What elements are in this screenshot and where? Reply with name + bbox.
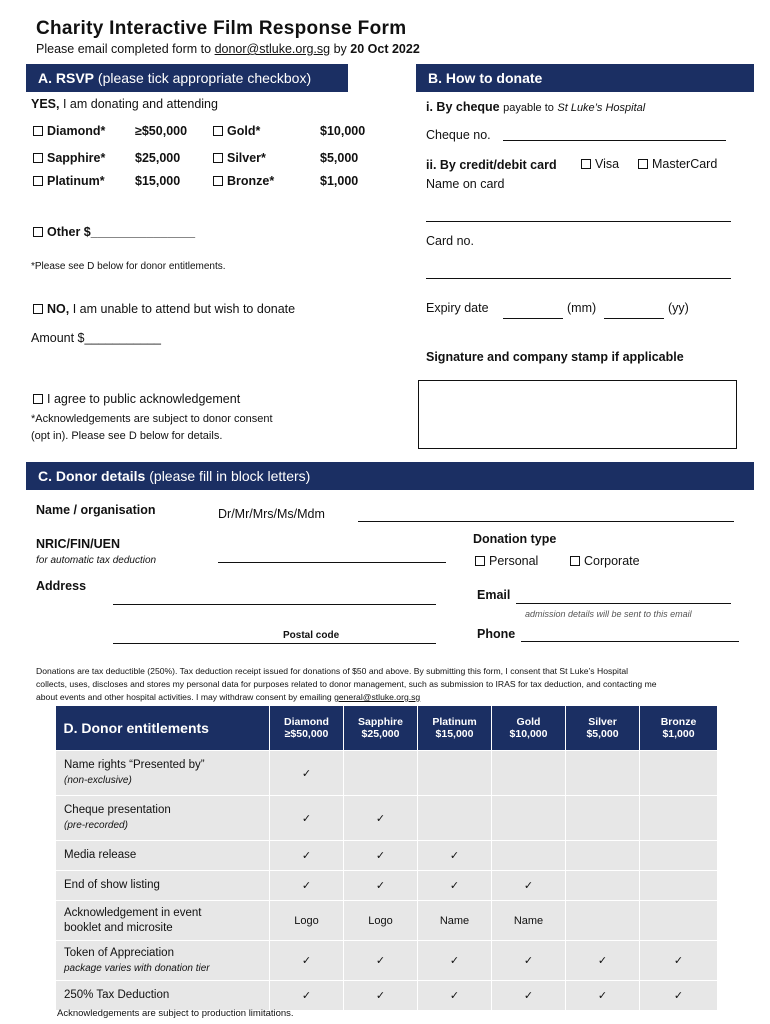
checkbox-icon[interactable] [213,153,223,163]
table-row: 250% Tax Deduction ✓ ✓ ✓ ✓ ✓ ✓ [56,981,718,1011]
name-input[interactable] [358,521,734,522]
tier-gold[interactable]: Gold* [213,124,260,138]
col-diamond: Diamond ≥$50,000 [270,706,344,751]
checkbox-icon[interactable] [33,304,43,314]
salutation-label: Dr/Mr/Mrs/Ms/Mdm [218,507,325,521]
checkbox-icon[interactable] [33,227,43,237]
no-option[interactable]: NO, I am unable to attend but wish to donate [33,302,295,316]
entitlements-table [55,706,718,1011]
yy-label: (yy) [668,301,689,315]
table-row: Name rights “Presented by” (non-exclusive) ✓ [56,751,718,796]
name-label: Name / organisation [36,503,156,517]
tier-sapphire-amount: $25,000 [135,151,181,165]
tier-silver[interactable]: Silver* [213,151,266,165]
col-bronze: Bronze $1,000 [640,706,718,751]
entitlements-title: D. Donor entitlements [56,706,270,751]
amount-field[interactable]: Amount $___________ [31,331,161,345]
donor-email-link[interactable]: donor@stluke.org.sg [214,42,331,56]
general-email-link[interactable]: general@stluke.org.sg [334,692,421,702]
footnote: Acknowledgements are subject to production limitations. [57,1008,294,1019]
table-row: Cheque presentation (pre-recorded) ✓ ✓ [56,796,718,841]
tier-other[interactable]: Other $_______________ [33,225,195,239]
email-label: Email [477,588,511,602]
form-title: Charity Interactive Film Response Form [36,18,407,39]
visa-option[interactable]: Visa [581,157,619,171]
checkbox-icon[interactable] [33,126,43,136]
nric-note: for automatic tax deduction [36,555,157,566]
table-row: End of show listing ✓ ✓ ✓ ✓ [56,871,718,901]
table-row: Acknowledgement in event booklet and microsite Logo Logo Name Name [56,901,718,941]
expiry-label: Expiry date [426,301,489,315]
donation-type-label: Donation type [473,532,557,546]
expiry-year-input[interactable] [604,318,664,319]
tier-diamond-amount: ≥$50,000 [135,124,188,138]
col-sapphire: Sapphire $25,000 [344,706,418,751]
checkbox-icon[interactable] [638,159,648,169]
section-a-header: A. RSVP (please tick appropriate checkbox) [26,64,348,92]
checkbox-icon[interactable] [581,159,591,169]
cheque-option: i. By cheque payable to St Luke’s Hospital [426,100,646,114]
card-no-label: Card no. [426,234,474,248]
checkbox-icon[interactable] [33,176,43,186]
nric-label: NRIC/FIN/UEN [36,537,121,551]
tier-bronze[interactable]: Bronze* [213,174,274,188]
yes-label: YES, I am donating and attending [31,97,218,111]
card-no-input[interactable] [426,278,731,279]
email-input[interactable] [516,603,731,604]
tier-silver-amount: $5,000 [320,151,359,165]
tier-bronze-amount: $1,000 [320,174,359,188]
table-row: Media release ✓ ✓ ✓ [56,841,718,871]
address-label: Address [36,579,87,593]
section-b-header: B. How to donate [416,64,754,92]
nric-input[interactable] [218,562,446,563]
tier-platinum-amount: $15,000 [135,174,181,188]
col-gold: Gold $10,000 [492,706,566,751]
signature-box[interactable] [418,380,737,449]
deadline: 20 Oct 2022 [350,42,420,56]
phone-input[interactable] [521,641,739,642]
checkbox-icon[interactable] [33,153,43,163]
name-on-card-input[interactable] [426,221,731,222]
address-input-1[interactable] [113,604,436,605]
checkbox-icon[interactable] [33,394,43,404]
col-platinum: Platinum $15,000 [418,706,492,751]
section-c-header: C. Donor details (please fill in block letters) [26,462,754,490]
see-d-note: *Please see D below for donor entitlements. [31,261,226,272]
mastercard-option[interactable]: MasterCard [638,157,717,171]
mm-label: (mm) [567,301,597,315]
tier-gold-amount: $10,000 [320,124,366,138]
col-silver: Silver $5,000 [566,706,640,751]
tier-sapphire[interactable]: Sapphire* [33,151,105,165]
checkbox-icon[interactable] [570,556,580,566]
checkbox-icon[interactable] [213,126,223,136]
table-row: Token of Appreciation package varies with donation tier ✓ ✓ ✓ ✓ ✓ ✓ [56,941,718,981]
email-note: admission details will be sent to this email [525,609,692,619]
table-header-row [56,706,718,751]
checkbox-icon[interactable] [475,556,485,566]
expiry-month-input[interactable] [503,318,563,319]
ack-note-1: *Acknowledgements are subject to donor consent [31,413,273,425]
tier-platinum[interactable]: Platinum* [33,174,105,188]
form-subtitle: Please email completed form to donor@stluke.org.sg by 20 Oct 2022 [36,42,420,56]
agree-acknowledgement[interactable]: I agree to public acknowledgement [33,392,240,406]
address-input-2[interactable] [113,643,436,644]
card-option: ii. By credit/debit card [426,158,557,172]
phone-label: Phone [477,627,516,641]
signature-label: Signature and company stamp if applicable [426,350,684,364]
tier-diamond[interactable]: Diamond* [33,124,105,138]
cheque-no-input[interactable] [503,140,726,141]
disclaimer: Donations are tax deductible (250%). Tax deduction receipt issued for donations of $50 and above. By submitting this form, I consent that St Luke’s Hospital collects, uses, discloses and stores my personal data for purposes related to donor management, such as submission to IRAS for tax deduction, and contacting me about events and other hospital activities. I may withdraw consent by emailing general@stluke.org.sg [36,666,657,702]
checkbox-icon[interactable] [213,176,223,186]
personal-option[interactable]: Personal [475,554,538,568]
cheque-no-label: Cheque no. [426,128,491,142]
name-on-card-label: Name on card [426,177,505,191]
ack-note-2: (opt in). Please see D below for details. [31,430,223,442]
corporate-option[interactable]: Corporate [570,554,640,568]
postal-code-label: Postal code [283,630,340,641]
